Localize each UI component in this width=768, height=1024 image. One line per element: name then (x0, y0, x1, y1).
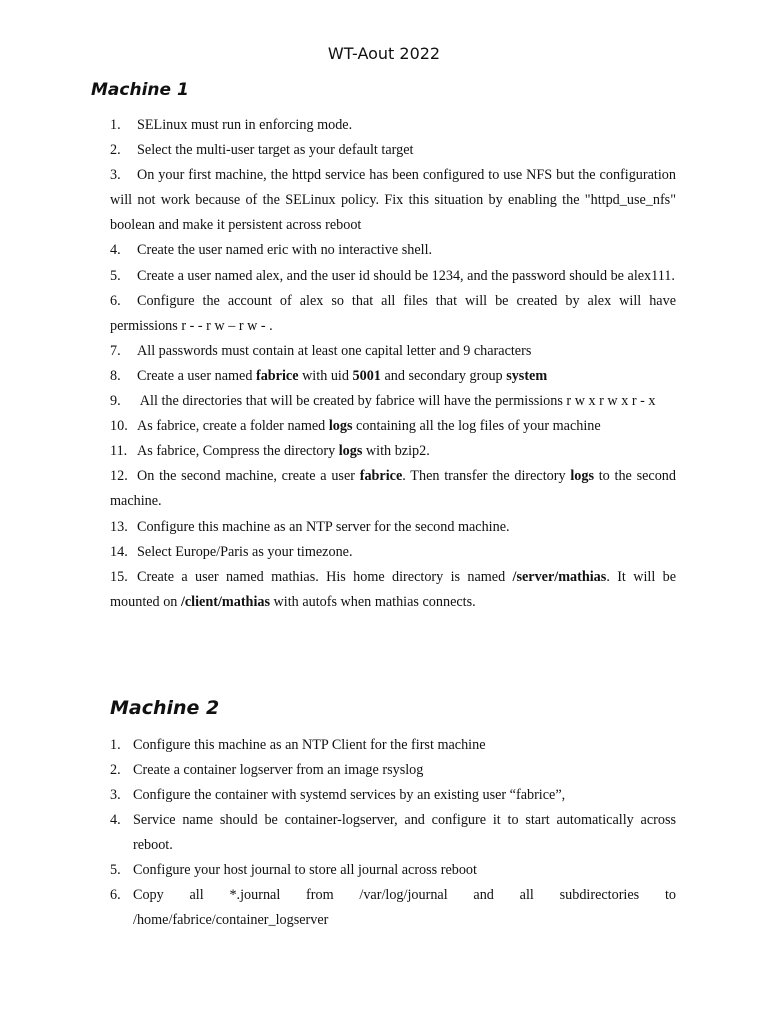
item-number: 4. (110, 812, 121, 828)
list-item (110, 289, 676, 339)
section-heading-machine-2: Machine 2 (110, 697, 220, 719)
user-name-bold: fabrice (359, 468, 403, 485)
page-title: WT-Aout 2022 (327, 44, 441, 63)
list-item (110, 364, 676, 389)
item-text: with bzip2. (362, 443, 430, 460)
item-text: SELinux must run in enforcing mode. (137, 117, 353, 133)
item-number: 2. (110, 762, 121, 778)
list-item (110, 414, 676, 439)
item-text: to the second machine. (110, 468, 676, 510)
item-number: 5. (110, 267, 121, 284)
item-text: Configure your host journal to store all journal across reboot (133, 862, 477, 878)
item-text: As fabrice, Compress the directory (137, 443, 339, 460)
item-text: As fabrice, create a folder named (137, 418, 329, 435)
section-heading-machine-1: Machine 1 (91, 80, 189, 100)
list-item (110, 733, 676, 758)
list-item (110, 540, 676, 565)
item-text: with uid (298, 367, 353, 384)
item-number: 13. (110, 518, 128, 535)
item-text: Select Europe/Paris as your timezone. (137, 543, 353, 560)
item-text: containing all the log files of your machine (352, 418, 601, 435)
item-number: 3. (110, 167, 121, 184)
item-text: Configure the account of alex so that all files that will be created by alex will have permissions r - - r w – r w - . (110, 292, 676, 334)
list-item (110, 783, 676, 808)
list-item (110, 883, 676, 933)
item-text: Service name should be container-logserver, and configure it to start automatically across reboot. (133, 812, 676, 853)
item-number: 1. (110, 117, 121, 133)
list-item (110, 238, 676, 263)
item-text: . Then transfer the directory (402, 468, 571, 485)
item-text: with autofs when mathias connects. (270, 593, 476, 610)
machine-1-task-list (110, 113, 676, 615)
item-text: Configure the container with systemd services by an existing user “fabrice”, (133, 787, 566, 803)
folder-name-bold: logs (338, 443, 363, 460)
item-number: 14. (110, 543, 128, 560)
item-number: 15. (110, 568, 128, 585)
list-item (110, 439, 676, 464)
item-text: All the directories that will be created by fabrice will have the permissions r w x r w x r - x (137, 393, 656, 410)
list-item (110, 758, 676, 783)
item-number: 1. (110, 737, 121, 753)
item-text: Configure this machine as an NTP server for the second machine. (137, 518, 510, 535)
item-number: 12. (110, 468, 128, 485)
uid-bold: 5001 (352, 367, 381, 384)
folder-name-bold: logs (570, 468, 594, 485)
list-item (110, 515, 676, 540)
item-number: 6. (110, 292, 121, 309)
item-number: 8. (110, 367, 121, 384)
path-bold: /server/mathias (512, 568, 607, 585)
folder-name-bold: logs (328, 418, 353, 435)
list-item (110, 163, 676, 238)
item-number: 2. (110, 142, 121, 159)
list-item (110, 565, 676, 615)
item-text: Create a user named mathias. His home directory is named (137, 568, 513, 585)
item-number: 11. (110, 443, 128, 460)
item-text: . It will be mounted on (110, 568, 676, 610)
item-text: All passwords must contain at least one capital letter and 9 characters (137, 342, 532, 359)
item-text: and secondary group (380, 367, 507, 384)
item-number: 5. (110, 862, 121, 878)
list-item (110, 113, 676, 138)
item-text: Create a container logserver from an image rsyslog (133, 762, 424, 778)
item-number: 10. (110, 418, 128, 435)
item-number: 4. (110, 242, 121, 259)
item-text: Configure this machine as an NTP Client for the first machine (133, 737, 486, 753)
item-text: On your first machine, the httpd service has been configured to use NFS but the configuration will not work because of the SELinux policy. Fix this situation by enabling the "httpd_use_nfs" boolean and make it persistent across reboot (110, 167, 676, 234)
list-item (110, 138, 676, 163)
user-name-bold: fabrice (255, 367, 299, 384)
list-item (110, 464, 676, 514)
item-text: Copy all *.journal from /var/log/journal and all subdirectories to /home/fabrice/container_logserver (133, 887, 676, 928)
list-item (110, 808, 676, 858)
item-number: 9. (110, 393, 121, 410)
list-item (110, 389, 676, 414)
list-item (110, 264, 676, 289)
list-item (110, 339, 676, 364)
path-bold: /client/mathias (180, 593, 270, 610)
item-text: Create the user named eric with no interactive shell. (137, 242, 433, 259)
item-number: 7. (110, 342, 121, 359)
item-text: Select the multi-user target as your default target (137, 142, 414, 159)
item-text: Create a user named (137, 367, 256, 384)
item-number: 6. (110, 887, 121, 903)
list-item (110, 858, 676, 883)
group-name-bold: system (506, 367, 548, 384)
item-number: 3. (110, 787, 121, 803)
item-text: On the second machine, create a user (137, 468, 360, 485)
item-text: Create a user named alex, and the user id should be 1234, and the password should be alex111. (137, 267, 675, 284)
machine-2-task-list (110, 733, 676, 933)
